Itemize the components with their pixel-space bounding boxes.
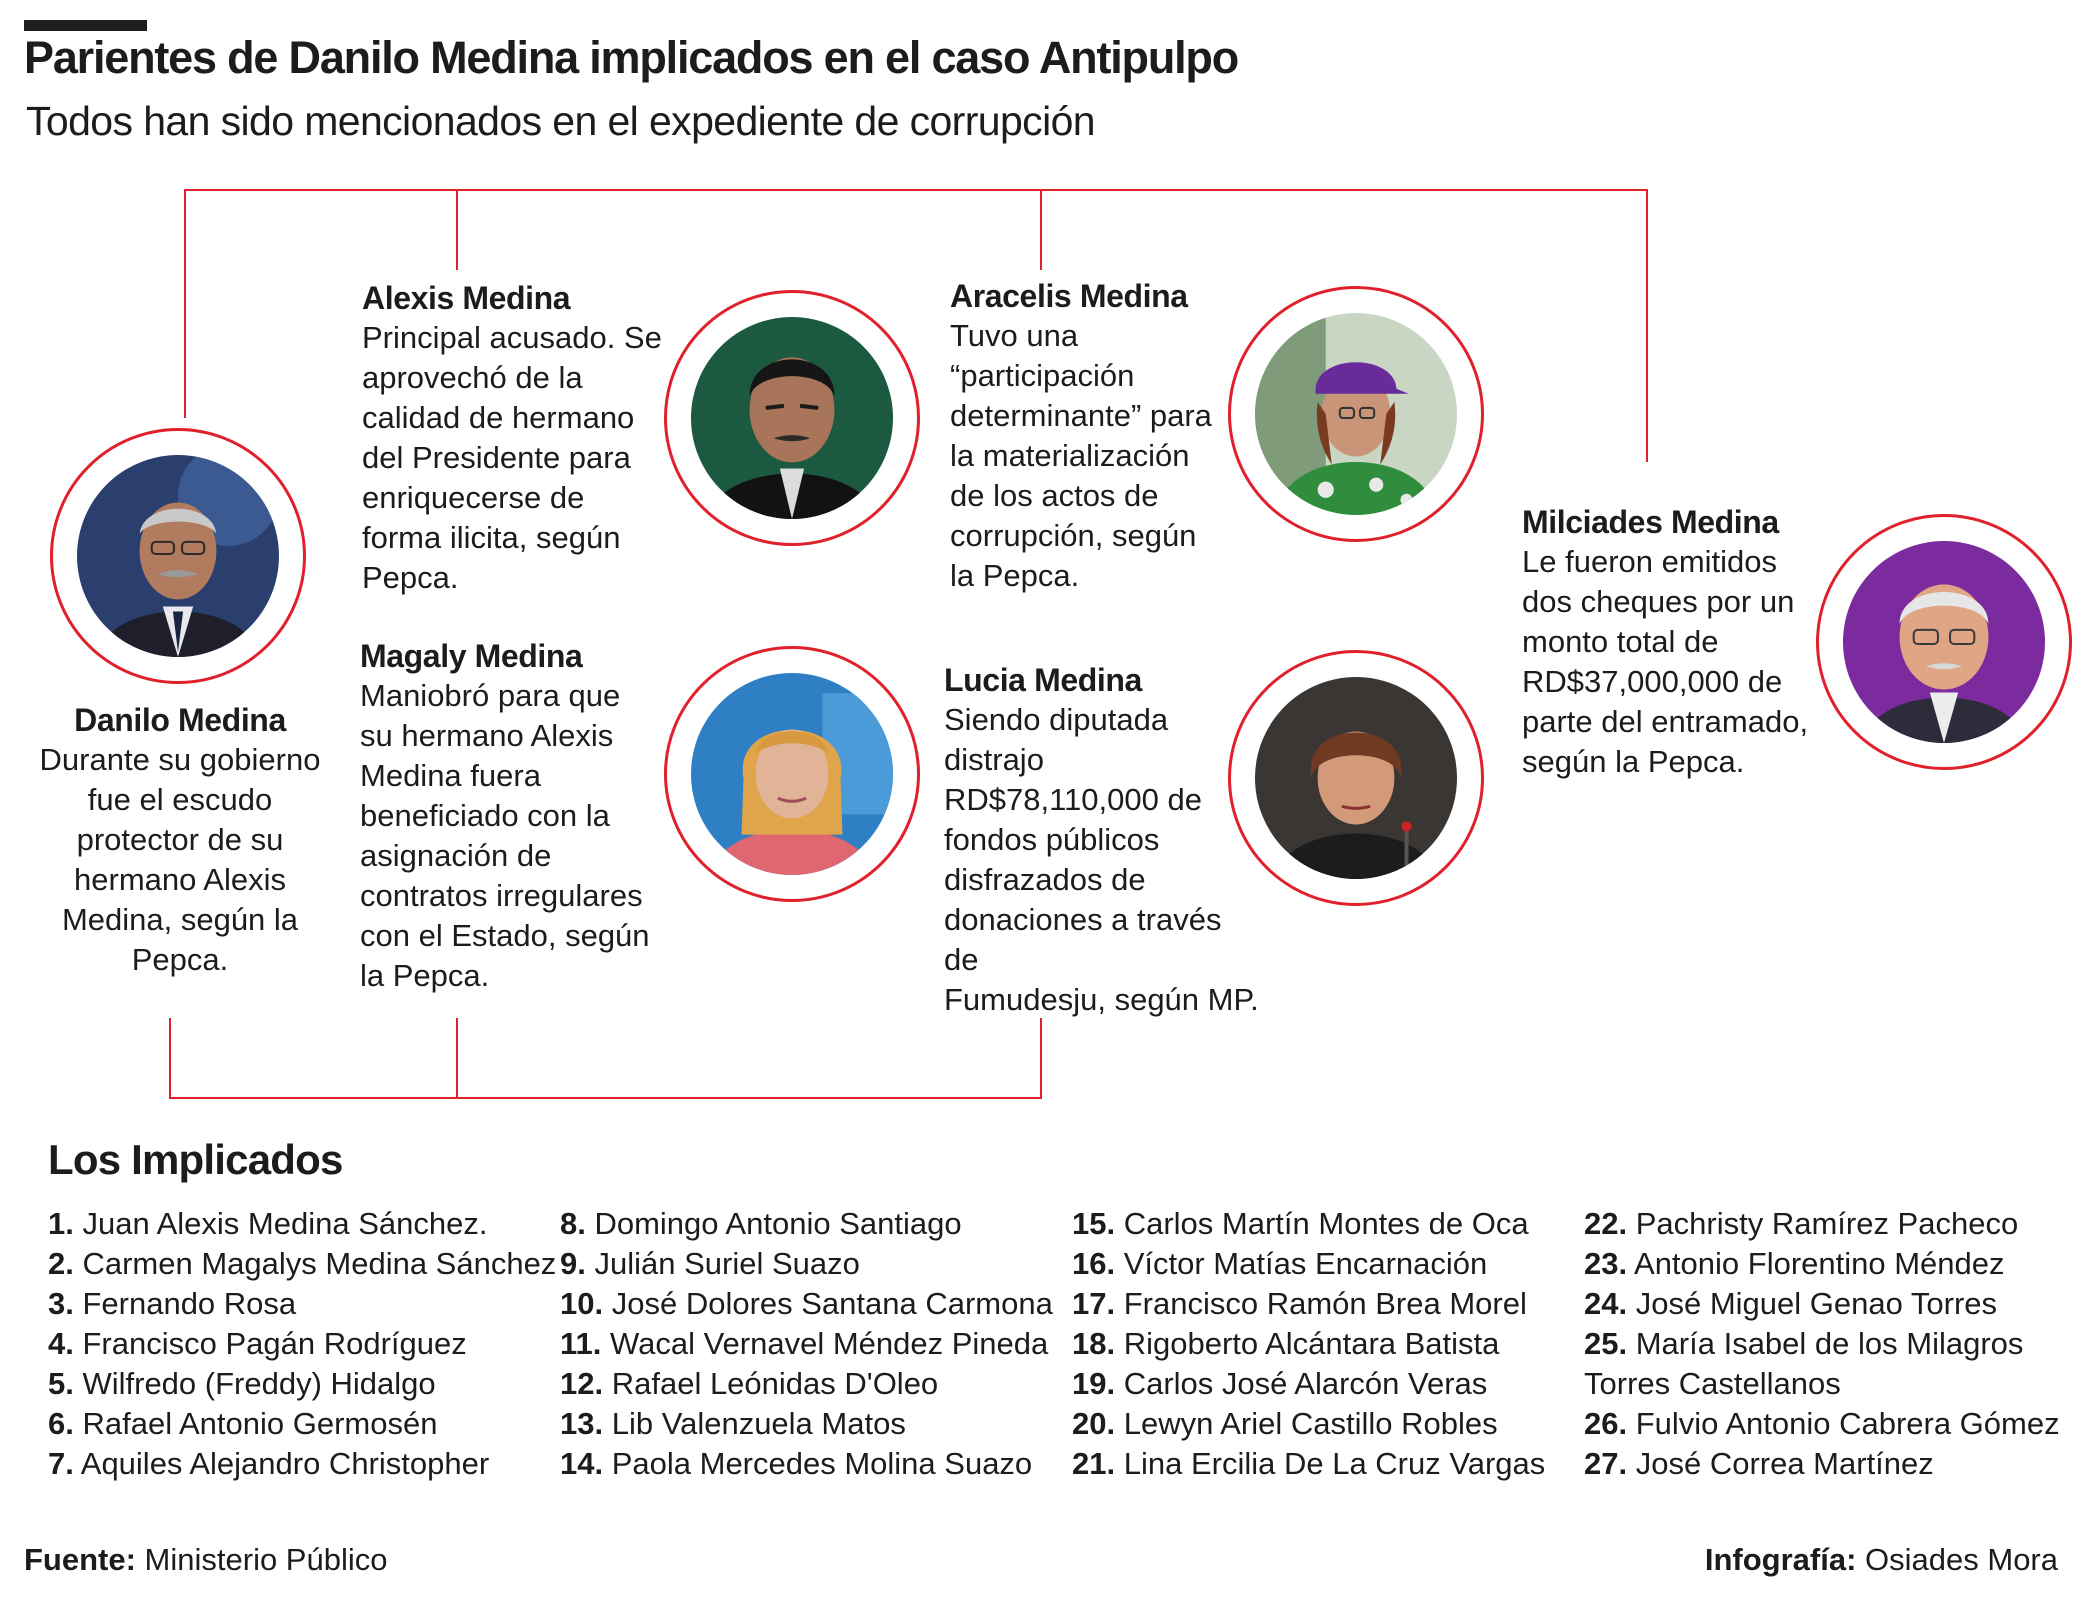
implicado-item <box>1072 1284 1545 1324</box>
portrait-alexis-medina <box>664 290 920 546</box>
implicado-item <box>560 1204 1053 1244</box>
milciades-photo <box>1843 541 2045 743</box>
implicado-name: José Dolores Santana Carmona <box>603 1286 1053 1321</box>
implicado-item <box>560 1244 1053 1284</box>
implicado-number: 2. <box>48 1246 74 1281</box>
person-name: Danilo Medina <box>74 702 286 738</box>
person-name: Magaly Medina <box>360 638 583 674</box>
person-name: Lucia Medina <box>944 662 1142 698</box>
implicado-name: Francisco Pagán Rodríguez <box>73 1326 467 1361</box>
implicado-item <box>1584 1404 2060 1444</box>
implicado-name: Francisco Ramón Brea Morel <box>1115 1286 1527 1321</box>
person-description: Maniobró para que su hermano Alexis Medina fuera beneficiado con la asignación de contratos irregulares con el Estado, según la Pepca. <box>360 678 650 993</box>
implicado-item <box>48 1244 556 1284</box>
implicado-number: 1. <box>48 1206 74 1241</box>
implicado-name: Aquiles Alejandro Christopher <box>73 1446 490 1481</box>
implicados-column-2 <box>560 1204 1053 1484</box>
implicado-number: 13. <box>560 1406 604 1441</box>
implicado-item <box>48 1324 556 1364</box>
implicado-name: Rafael Antonio Germosén <box>73 1406 438 1441</box>
implicado-number: 15. <box>1072 1206 1116 1241</box>
portrait-danilo-medina <box>50 428 306 684</box>
page-subtitle: Todos han sido mencionados en el expediente de corrupción <box>26 98 1095 144</box>
implicado-number: 3. <box>48 1286 74 1321</box>
credit-label: Infografía: <box>1704 1542 1857 1577</box>
person-milciades-medina <box>1522 502 1822 782</box>
implicado-number: 20. <box>1072 1406 1116 1441</box>
portrait-milciades-medina <box>1816 514 2072 770</box>
implicado-name: Lib Valenzuela Matos <box>603 1406 906 1441</box>
source-value: Ministerio Público <box>135 1542 388 1577</box>
implicado-number: 8. <box>560 1206 586 1241</box>
implicados-heading: Los Implicados <box>48 1136 343 1183</box>
person-name: Aracelis Medina <box>950 278 1188 314</box>
implicado-name: Víctor Matías Encarnación <box>1115 1246 1488 1281</box>
implicado-name: Rigoberto Alcántara Batista <box>1115 1326 1500 1361</box>
implicado-number: 12. <box>560 1366 604 1401</box>
magaly-photo <box>691 673 893 875</box>
implicado-name: Paola Mercedes Molina Suazo <box>603 1446 1033 1481</box>
implicado-name: José Miguel Genao Torres <box>1627 1286 1998 1321</box>
implicado-item <box>1584 1284 2060 1324</box>
implicado-item <box>560 1364 1053 1404</box>
person-name: Alexis Medina <box>362 280 571 316</box>
implicado-name: Juan Alexis Medina Sánchez. <box>73 1206 488 1241</box>
implicado-item <box>1584 1204 2060 1244</box>
implicado-number: 23. <box>1584 1246 1628 1281</box>
implicado-name: Lina Ercilia De La Cruz Vargas <box>1115 1446 1546 1481</box>
portrait-lucia-medina <box>1228 650 1484 906</box>
person-description: Siendo diputada distrajo RD$78,110,000 de fondos públicos disfrazados de donaciones a través de Fumudesju, según MP. <box>944 702 1259 1017</box>
implicado-number: 19. <box>1072 1366 1116 1401</box>
credit-value: Osiades Mora <box>1856 1542 2058 1577</box>
implicado-number: 17. <box>1072 1286 1116 1321</box>
implicado-name: Rafael Leónidas D'Oleo <box>603 1366 939 1401</box>
implicado-number: 10. <box>560 1286 604 1321</box>
implicado-name: Fernando Rosa <box>73 1286 297 1321</box>
implicado-item <box>1072 1244 1545 1284</box>
danilo-photo <box>77 455 279 657</box>
implicado-item <box>1584 1364 2060 1404</box>
portrait-magaly-medina <box>664 646 920 902</box>
implicado-number: 27. <box>1584 1446 1628 1481</box>
implicado-number: 21. <box>1072 1446 1116 1481</box>
implicado-name: Carlos José Alarcón Veras <box>1115 1366 1488 1401</box>
person-name: Milciades Medina <box>1522 504 1779 540</box>
person-danilo-medina <box>20 700 340 980</box>
implicado-number: 4. <box>48 1326 74 1361</box>
page-title: Parientes de Danilo Medina implicados en el caso Antipulpo <box>24 32 1238 83</box>
implicado-item <box>560 1404 1053 1444</box>
implicado-item <box>1072 1404 1545 1444</box>
implicado-number: 22. <box>1584 1206 1628 1241</box>
implicado-item <box>1584 1244 2060 1284</box>
implicado-name: Carlos Martín Montes de Oca <box>1115 1206 1529 1241</box>
implicado-name: Fulvio Antonio Cabrera Gómez <box>1627 1406 2060 1441</box>
implicado-name: José Correa Martínez <box>1627 1446 1934 1481</box>
infographic-credit <box>1705 1542 2058 1578</box>
implicado-item <box>1584 1324 2060 1364</box>
implicados-column-3 <box>1072 1204 1545 1484</box>
implicado-number: 7. <box>48 1446 74 1481</box>
implicado-name: Torres Castellanos <box>1584 1366 1841 1401</box>
implicados-column-4 <box>1584 1204 2060 1484</box>
implicado-number: 9. <box>560 1246 586 1281</box>
implicado-name: Wilfredo (Freddy) Hidalgo <box>73 1366 436 1401</box>
implicado-item <box>1072 1444 1545 1484</box>
implicado-item <box>48 1204 556 1244</box>
implicado-name: Pachristy Ramírez Pacheco <box>1627 1206 2019 1241</box>
source-label: Fuente: <box>24 1542 136 1577</box>
implicado-item <box>1072 1204 1545 1244</box>
portrait-aracelis-medina <box>1228 286 1484 542</box>
implicado-number: 26. <box>1584 1406 1628 1441</box>
implicado-item <box>560 1324 1053 1364</box>
implicado-name: Lewyn Ariel Castillo Robles <box>1115 1406 1498 1441</box>
implicado-number: 5. <box>48 1366 74 1401</box>
implicado-item <box>560 1284 1053 1324</box>
implicado-item <box>48 1404 556 1444</box>
alexis-photo <box>691 317 893 519</box>
implicado-item <box>1072 1364 1545 1404</box>
implicado-number: 16. <box>1072 1246 1116 1281</box>
implicado-item <box>1584 1444 2060 1484</box>
implicado-item <box>48 1284 556 1324</box>
aracelis-photo <box>1255 313 1457 515</box>
person-magaly-medina <box>360 636 680 996</box>
implicado-item <box>560 1444 1053 1484</box>
person-description: Durante su gobierno fue el escudo protector de su hermano Alexis Medina, según la Pepca. <box>39 742 321 977</box>
implicado-item <box>1072 1324 1545 1364</box>
implicado-item <box>48 1364 556 1404</box>
implicado-item <box>48 1444 556 1484</box>
implicado-number: 18. <box>1072 1326 1116 1361</box>
person-description: Principal acusado. Se aprovechó de la calidad de hermano del Presidente para enriquecerse de forma ilicita, según Pepca. <box>362 320 662 595</box>
implicado-number: 11. <box>560 1326 602 1361</box>
implicados-column-1 <box>48 1204 556 1484</box>
person-alexis-medina <box>362 278 662 598</box>
implicado-number: 6. <box>48 1406 74 1441</box>
implicado-name: Antonio Florentino Méndez <box>1627 1246 2005 1281</box>
implicado-name: Domingo Antonio Santiago <box>585 1206 962 1241</box>
person-description: Tuvo una “participación determinante” para la materialización de los actos de corrupción, según la Pepca. <box>950 318 1212 593</box>
implicado-name: Julián Suriel Suazo <box>585 1246 860 1281</box>
implicado-name: Wacal Vernavel Méndez Pineda <box>601 1326 1049 1361</box>
implicado-number: 14. <box>560 1446 604 1481</box>
implicado-number: 25. <box>1584 1326 1628 1361</box>
implicado-name: Carmen Magalys Medina Sánchez <box>73 1246 557 1281</box>
implicado-number: 24. <box>1584 1286 1628 1321</box>
person-lucia-medina <box>944 660 1264 1020</box>
person-aracelis-medina <box>950 276 1250 596</box>
implicado-name: María Isabel de los Milagros <box>1627 1326 2024 1361</box>
person-description: Le fueron emitidos dos cheques por un monto total de RD$37,000,000 de parte del entramado, según la Pepca. <box>1522 544 1809 779</box>
lucia-photo <box>1255 677 1457 879</box>
source-credit <box>24 1542 387 1578</box>
